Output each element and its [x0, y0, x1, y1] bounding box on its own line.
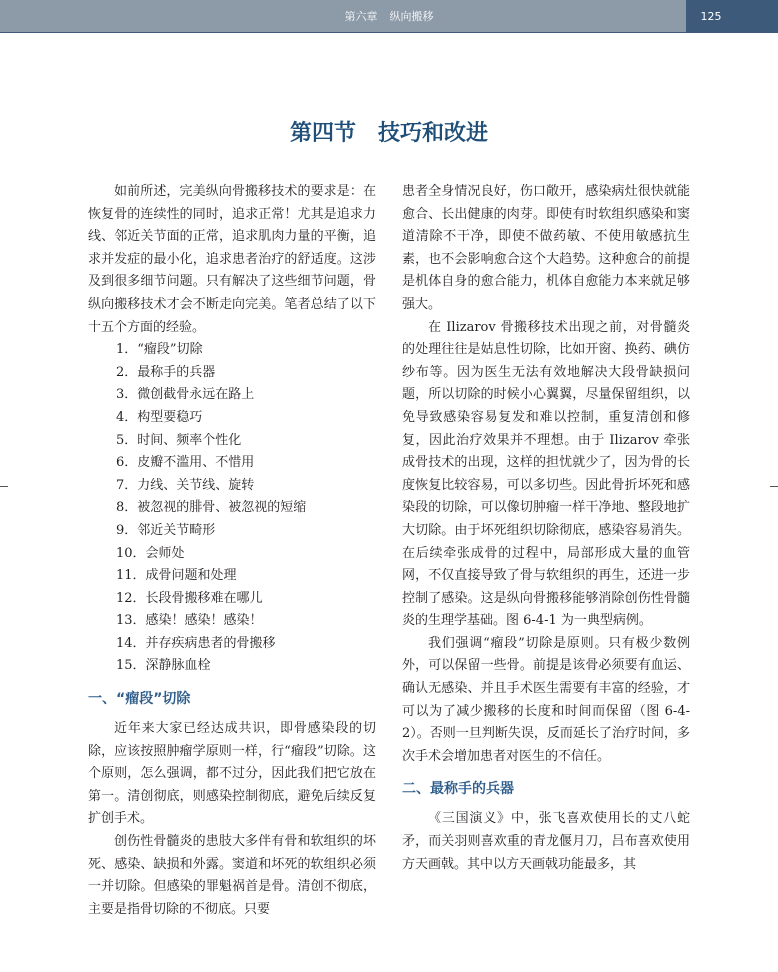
experience-list [88, 339, 376, 678]
paragraph: 在 Ilizarov 骨搬移技术出现之前，对骨髓炎的处理往往是姑息性切除，比如开窗、换药、碘仿纱布等。因为医生无法有效地解决大段骨缺损问题，所以切除的时候小心翼翼，尽量保留组织，以免导致感染容易复发和难以控制，重复清创和修复，因此治疗效果并不理想。由于 Ilizarov 牵张成骨技术的出现，这样的担忧就少了，因为骨的长度恢复比较容易，可以多切些。因此骨折坏死和感染段的切除，可以像切肿瘤一样干净地、整段地扩大切除。由于坏死组织切除彻底，感染容易消失。在后续牵张成骨的过程中，局部形成大量的血管网，不仅直接导致了骨与软组织的再生，还进一步控制了感染。这是纵向骨搬移能够消除创伤性骨髓炎的生理学基础。图 6-4-1 为一典型病例。 [402, 319, 690, 629]
page-number: 125 [700, 10, 722, 23]
section-number: 第四节 [289, 121, 356, 146]
heading-tumor-segment-resection: 一、“瘤段”切除 [88, 691, 191, 708]
intro-paragraph: 如前所述，完美纵向骨搬移技术的要求是：在恢复骨的连续性的同时，追求正常！尤其是追求力线、邻近关节面的正常，追求肌肉力量的平衡，追求并发症的最小化，追求患者治疗的舒适度。这涉及到很多细节问题。只有解决了这些细节问题，骨纵向搬移技术才会不断走向完美。笔者总结了以下十五个方面的经验。 [88, 184, 376, 335]
paragraph-continued: 患者全身情况良好，伤口敞开，感染病灶很快就能愈合、长出健康的肉芽。即使有时软组织感染和窦道清除不干净，即使不做药敏、不使用敏感抗生素，也不会影响愈合这个大趋势。这种愈合的前提是机体自身的愈合能力，机体自愈能力本来就足够强大。 [402, 184, 690, 312]
list-item: 9．邻近关节畸形 [116, 522, 216, 538]
section-title [0, 116, 778, 147]
list-item: 13．感染！感染！感染！ [116, 613, 263, 629]
running-header-chapter [0, 0, 778, 32]
list-item: 11．成骨问题和处理 [116, 568, 237, 584]
crop-mark-right [770, 486, 778, 487]
list-item: 4．构型要稳巧 [116, 409, 203, 425]
list-item: 8．被忽视的腓骨、被忽视的短缩 [116, 500, 307, 516]
paragraph: 创伤性骨髓炎的患肢大多伴有骨和软组织的坏死、感染、缺损和外露。窦道和坏死的软组织必须一并切除。但感染的罪魁祸首是骨。清创不彻底，主要是指骨切除的不彻底。只要 [88, 834, 376, 917]
list-item: 3．微创截骨永远在路上 [116, 387, 255, 403]
list-item: 14．并存疾病患者的骨搬移 [116, 635, 276, 651]
chapter-title: 纵向搬移 [389, 10, 434, 23]
section-title-text: 技巧和改进 [378, 121, 489, 146]
list-item: 10．会师处 [116, 545, 185, 561]
heading-best-weapon: 二、最称手的兵器 [402, 781, 514, 798]
list-item: 15．深静脉血栓 [116, 658, 211, 674]
right-column [402, 181, 690, 876]
header-rule [0, 32, 778, 33]
list-item: 5．时间、频率个性化 [116, 432, 242, 448]
left-column [88, 181, 376, 921]
crop-mark-left [0, 486, 8, 487]
list-item: 12．长段骨搬移难在哪儿 [116, 590, 263, 606]
paragraph: 《三国演义》中，张飞喜欢使用长的丈八蛇矛，而关羽则喜欢重的青龙偃月刀，吕布喜欢使用方天画戟。其中以方天画戟功能最多，其 [402, 811, 690, 872]
chapter-label: 第六章 [344, 10, 378, 23]
running-header [0, 0, 778, 32]
list-item: 2．最称手的兵器 [116, 364, 216, 380]
paragraph: 我们强调“瘤段”切除是原则。只有极少数例外，可以保留一些骨。前提是该骨必须要有血运、确认无感染、并且手术医生需要有丰富的经验，才可以为了减少搬移的长度和时间而保留（图 6-4-2）。否则一旦判断失误，反而延长了治疗时间，多次手术会增加患者对医生的不信任。 [402, 635, 690, 764]
page-number-box [686, 0, 778, 32]
list-item: 6．皮瓣不滥用、不惜用 [116, 455, 255, 471]
list-item: 7．力线、关节线、旋转 [116, 477, 255, 493]
list-item: 1．“瘤段”切除 [116, 342, 203, 358]
paragraph: 近年来大家已经达成共识，即骨感染段的切除，应该按照肿瘤学原则一样，行“瘤段”切除。这个原则，怎么强调，都不过分，因此我们把它放在第一。清创彻底，则感染控制彻底，避免后续反复扩创手术。 [88, 721, 376, 827]
